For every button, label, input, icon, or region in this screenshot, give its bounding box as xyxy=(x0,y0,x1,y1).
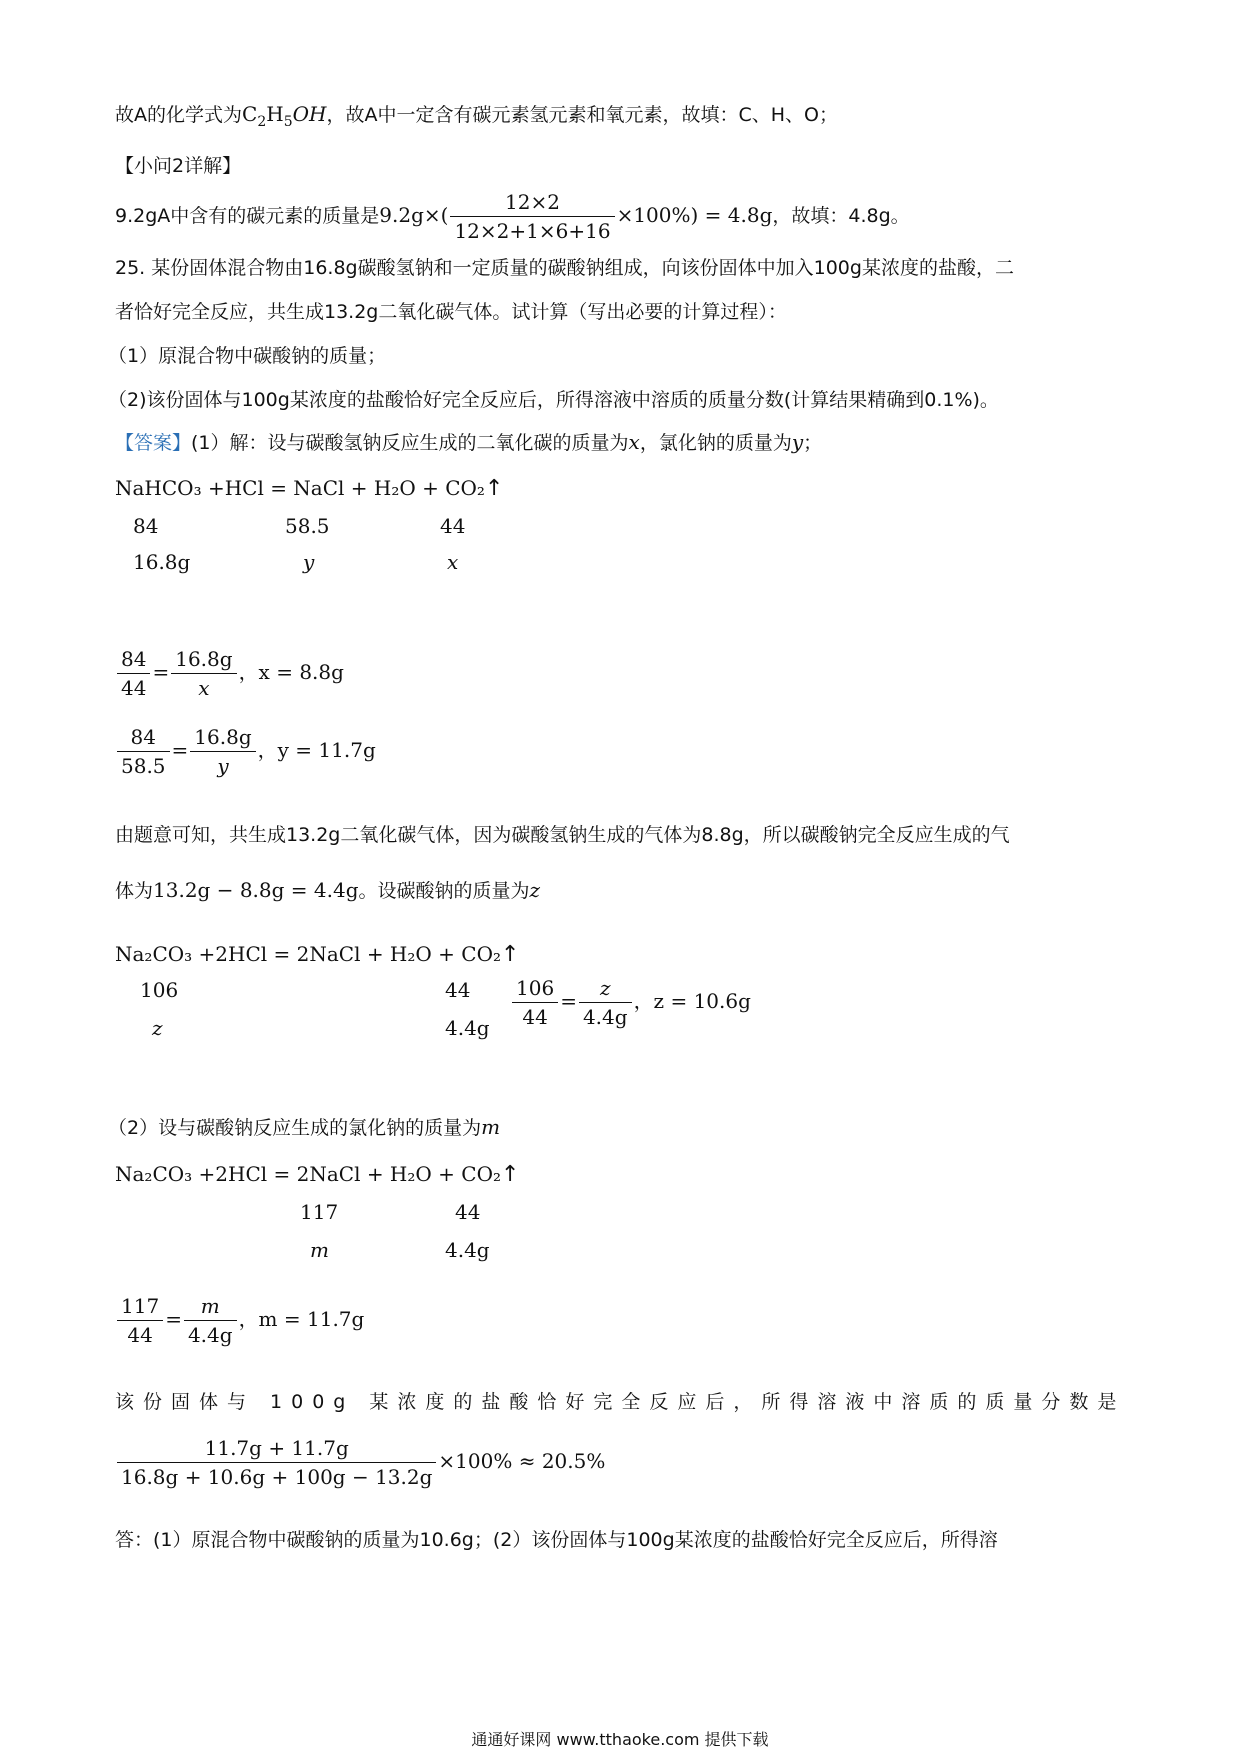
explanation-line-2 xyxy=(115,876,540,905)
denominator: 16.8g + 10.6g + 100g − 13.2g xyxy=(121,1465,433,1489)
variable: x xyxy=(628,430,640,454)
formula-conclusion-line xyxy=(115,100,838,136)
eq3-mass-44: 44 xyxy=(455,1200,481,1224)
fraction xyxy=(184,1292,237,1349)
gas-arrow-icon: ↑ xyxy=(500,942,520,967)
fraction xyxy=(171,645,236,702)
denominator: x xyxy=(198,676,210,700)
expression: 13.2g − 8.8g = 4.4g xyxy=(153,878,359,902)
chemical-equation: NaHCO₃ +HCl = NaCl + H₂O + CO₂ xyxy=(115,476,485,500)
eq3-var-m: m xyxy=(310,1238,329,1262)
expression: ×100%) = 4.8g xyxy=(616,203,773,227)
denominator: 4.4g xyxy=(582,1005,628,1029)
eq1-var-y: y xyxy=(303,550,315,574)
expression: 9.2g×( xyxy=(379,203,449,227)
ratio-3: $\frac{117}{44}$ = $\frac{m}{4.4g}$ ，m = 11.7g xyxy=(115,1292,364,1349)
page-footer: 通通好课网 www.tthaoke.com 提供下载 xyxy=(471,1730,769,1749)
denominator: 58.5 xyxy=(121,754,166,778)
gas-arrow-icon: ↑ xyxy=(484,476,504,501)
problem-line-2: 者恰好完全反应，共生成13.2g二氧化碳气体。试计算（写出必要的计算过程）： xyxy=(115,301,787,323)
text-segment: ，故填：4.8g。 xyxy=(772,205,910,227)
fraction xyxy=(450,188,614,245)
formula-oh: OH xyxy=(292,102,327,126)
eq1-mass-84: 84 xyxy=(133,514,159,538)
denominator: 44 xyxy=(127,1323,153,1347)
text-segment: 。设碳酸钠的质量为 xyxy=(358,880,530,902)
ratio-z: $\frac{106}{44}$ = $\frac{z}{4.4g}$ ，z = 10.6g xyxy=(510,974,751,1031)
formula-h: H xyxy=(266,102,284,126)
fraction xyxy=(117,1292,163,1349)
chemical-equation: Na₂CO₃ +2HCl = 2NaCl + H₂O + CO₂ xyxy=(115,1162,501,1186)
eq2-var-z: z xyxy=(152,1016,163,1040)
fraction-sentence: 该份固体与 100g 某浓度的盐酸恰好完全反应后，所得溶液中溶质的质量分数是 xyxy=(115,1391,1126,1413)
equation-2 xyxy=(115,940,519,969)
numerator: 84 xyxy=(117,723,170,752)
conclusion-line: 答：(1）原混合物中碳酸钠的质量为10.6g；(2）该份固体与100g某浓度的盐酸恰好完全反应后，所得溶 xyxy=(115,1529,998,1551)
text-segment: ； xyxy=(803,432,823,454)
explanation-line-1: 由题意可知，共生成13.2g二氧化碳气体，因为碳酸氢钠生成的气体为8.8g，所以碳酸钠完全反应生成的气 xyxy=(115,824,1010,846)
text-segment: ，氯化钠的质量为 xyxy=(639,432,792,454)
answer-intro xyxy=(115,428,822,457)
text-segment: 故A的化学式为 xyxy=(115,104,242,126)
ratio-2: $\frac{84}{58.5}$ = $\frac{16.8g}{y}$ ，y = 11.7g xyxy=(115,723,376,780)
question-1: （1）原混合物中碳酸钠的质量； xyxy=(108,345,387,367)
eq3-given-mass: 4.4g xyxy=(445,1238,490,1262)
eq3-mass-117: 117 xyxy=(300,1200,339,1224)
fraction xyxy=(512,974,558,1031)
fraction xyxy=(579,974,632,1031)
fraction xyxy=(190,723,255,780)
problem-line-1: 25. 某份固体混合物由16.8g碳酸氢钠和一定质量的碳酸钠组成，向该份固体中加入100g某浓度的盐酸，二 xyxy=(115,257,1014,279)
equation-3 xyxy=(115,1160,519,1189)
numerator: z xyxy=(579,974,632,1003)
variable: y xyxy=(791,430,804,454)
numerator: 11.7g + 11.7g xyxy=(117,1434,436,1463)
equation-1 xyxy=(115,474,503,503)
fraction xyxy=(117,1434,436,1491)
question-2: （2)该份固体与100g某浓度的盐酸恰好完全反应后，所得溶液中溶质的质量分数(计算结果精确到0.1%)。 xyxy=(108,389,999,411)
eq2-given-mass: 4.4g xyxy=(445,1016,490,1040)
eq1-given-mass: 16.8g xyxy=(133,550,191,574)
fraction xyxy=(117,723,170,780)
text-segment: 9.2gA中含有的碳元素的质量是 xyxy=(115,205,380,227)
eq1-var-x: x xyxy=(447,550,459,574)
numerator: 117 xyxy=(117,1292,163,1321)
final-expression xyxy=(115,1434,605,1491)
text-segment: （2）设与碳酸钠反应生成的氯化钠的质量为 xyxy=(108,1117,482,1139)
variable: z xyxy=(529,878,541,902)
result: ，m = 11.7g xyxy=(238,1307,365,1331)
denominator: 12×2+1×6+16 xyxy=(454,219,611,243)
subscript: 2 xyxy=(257,114,267,130)
denominator: 4.4g xyxy=(187,1323,233,1347)
eq1-mass-44: 44 xyxy=(440,514,466,538)
formula-c: C xyxy=(242,102,258,126)
subscript: 5 xyxy=(283,114,293,130)
numerator: 16.8g xyxy=(171,645,236,674)
eq2-mass-44: 44 xyxy=(445,978,471,1002)
denominator: y xyxy=(217,754,229,778)
answer-label: 【答案】 xyxy=(115,432,192,454)
gas-arrow-icon: ↑ xyxy=(500,1162,520,1187)
part-2-intro xyxy=(108,1113,500,1142)
numerator: 12×2 xyxy=(450,188,614,217)
variable: m xyxy=(481,1115,501,1139)
numerator: 84 xyxy=(117,645,150,674)
numerator: 16.8g xyxy=(190,723,255,752)
denominator: 44 xyxy=(522,1005,548,1029)
text-segment: (1）解：设与碳酸氢钠反应生成的二氧化碳的质量为 xyxy=(191,432,629,454)
carbon-mass-line xyxy=(115,188,910,245)
text-segment: 体为 xyxy=(115,880,154,902)
fraction xyxy=(117,645,150,702)
denominator: 44 xyxy=(121,676,147,700)
numerator: 106 xyxy=(512,974,558,1003)
ratio-1: $\frac{84}{44}$ = $\frac{16.8g}{x}$ ，x = 8.8g xyxy=(115,645,344,702)
text-segment: ，故A中一定含有碳元素氢元素和氧元素，故填：C、H、O； xyxy=(326,104,838,126)
result: ，z = 10.6g xyxy=(633,989,751,1013)
result: ，y = 11.7g xyxy=(257,738,376,762)
eq1-mass-58-5: 58.5 xyxy=(285,514,330,538)
eq2-mass-106: 106 xyxy=(140,978,179,1002)
chemical-equation: Na₂CO₃ +2HCl = 2NaCl + H₂O + CO₂ xyxy=(115,942,501,966)
numerator: m xyxy=(184,1292,237,1321)
section-heading: 【小问2详解】 xyxy=(115,155,242,177)
result: ，x = 8.8g xyxy=(238,660,344,684)
result: ×100% ≈ 20.5% xyxy=(438,1449,606,1473)
